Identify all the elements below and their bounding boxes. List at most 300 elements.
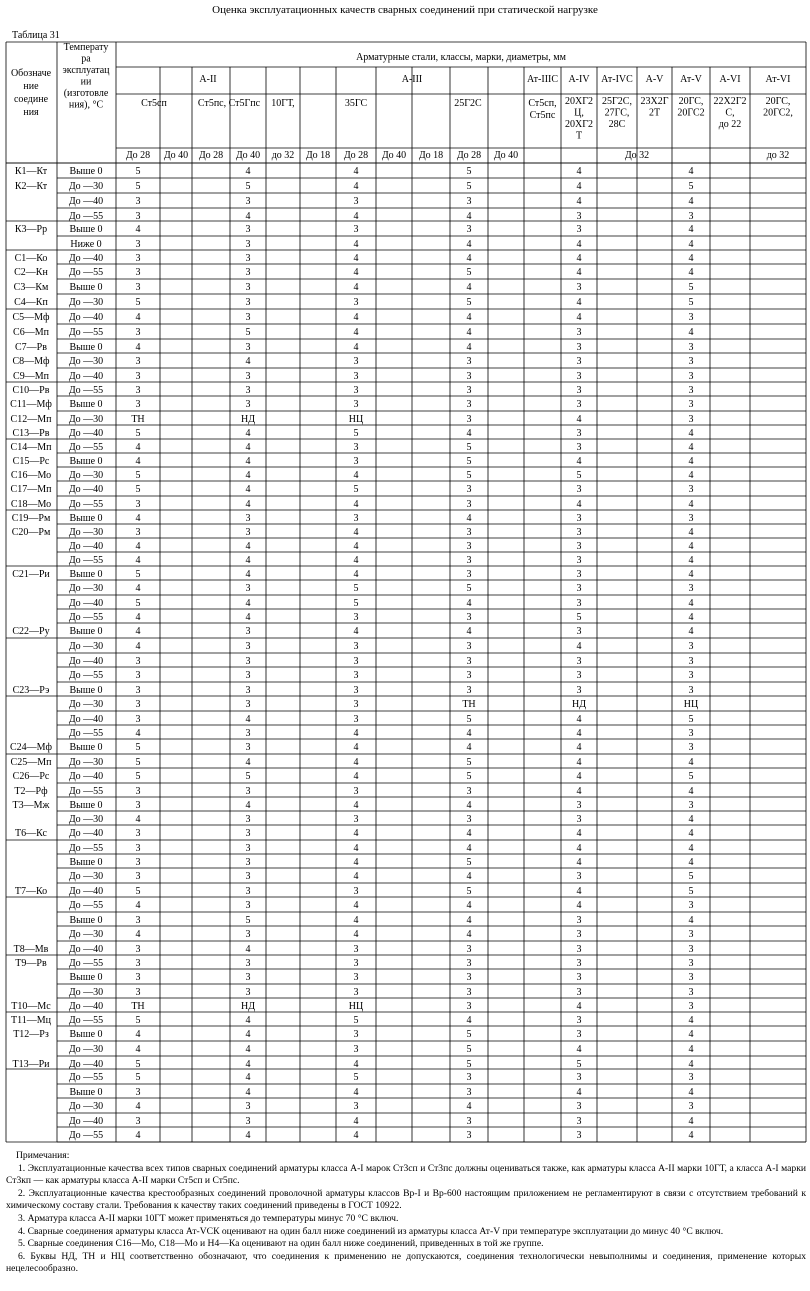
header-class: А-III	[401, 74, 423, 85]
table-cell: 4	[466, 327, 472, 338]
note-3: 3. Арматура класса А-II марки 10ГТ может применяться до температуры минус 70 °С включ.	[18, 1212, 399, 1224]
table-cell: 4	[135, 612, 141, 623]
table-cell: 3	[576, 541, 582, 552]
table-cell: 4	[466, 282, 472, 293]
table-cell: 4	[353, 527, 359, 538]
table-cell: 3	[135, 987, 141, 998]
table-cell: 3	[576, 1130, 582, 1141]
table-cell: 5	[466, 267, 472, 278]
table-cell: 3	[576, 569, 582, 580]
table-cell: 3	[245, 196, 251, 207]
table-cell: 4	[576, 499, 582, 510]
table-cell: 5	[688, 714, 694, 725]
temperature-label: До —55	[68, 1015, 104, 1026]
table-cell: 4	[466, 871, 472, 882]
table-cell: 3	[688, 900, 694, 911]
table-cell: НЦ	[683, 699, 699, 710]
table-cell: 5	[135, 569, 141, 580]
table-cell: 5	[466, 470, 472, 481]
table-cell: 4	[688, 1015, 694, 1026]
table-cell: 5	[688, 771, 694, 782]
table-cell: 3	[135, 282, 141, 293]
table-cell: 4	[466, 800, 472, 811]
temperature-label: Выше 0	[69, 1029, 103, 1040]
table-cell: 3	[466, 958, 472, 969]
temperature-label: До —55	[68, 612, 104, 623]
temperature-label: Выше 0	[69, 626, 103, 637]
table-cell: 3	[466, 569, 472, 580]
temperature-label: До —40	[68, 886, 104, 897]
table-cell: 3	[245, 656, 251, 667]
table-cell: 4	[688, 786, 694, 797]
table-cell: 4	[466, 428, 472, 439]
designation-label: С16—Мо	[10, 470, 52, 481]
table-cell: ТН	[462, 699, 476, 710]
table-cell: 5	[135, 1072, 141, 1083]
table-cell: 4	[135, 1130, 141, 1141]
table-cell: 4	[688, 612, 694, 623]
designation-label: С25—Мп	[10, 757, 52, 768]
table-cell: 5	[466, 757, 472, 768]
table-cell: 3	[466, 670, 472, 681]
table-cell: 4	[576, 267, 582, 278]
header-class: А-II	[199, 74, 217, 85]
temperature-label: До —30	[68, 699, 104, 710]
table-cell: 5	[466, 456, 472, 467]
temperature-label: Выше 0	[69, 166, 103, 177]
table-cell: 4	[688, 757, 694, 768]
table-cell: 3	[576, 555, 582, 566]
table-cell: 3	[576, 1101, 582, 1112]
table-cell: 3	[135, 843, 141, 854]
temperature-label: До —40	[68, 656, 104, 667]
table-cell: 4	[688, 569, 694, 580]
table-cell: 3	[245, 958, 251, 969]
temperature-label: До —40	[68, 196, 104, 207]
temperature-label: До —30	[68, 297, 104, 308]
table-cell: 3	[688, 972, 694, 983]
table-cell: 4	[135, 641, 141, 652]
table-cell: 4	[245, 612, 251, 623]
temperature-label: До —40	[68, 714, 104, 725]
header-diameter: До 28	[456, 150, 482, 161]
table-cell: 4	[576, 742, 582, 753]
designation-label: Т11—Мц	[11, 1015, 51, 1026]
note-2: 2. Эксплуатационные качества крестообразных соединений проволочной арматуры классов Вр-I и Вр-600 настоящим приложением не регламентируют в связи с отсутствием требований к химическому составу стали. Требования к качеству таких соединений приведены в ГОСТ 10922.	[6, 1187, 806, 1212]
header-designation: Обозначе	[10, 68, 52, 79]
designation-label: С13—Рв	[12, 428, 50, 439]
header-designation: ние	[23, 81, 39, 92]
header-grade: 10ГТ,	[271, 98, 295, 109]
designation-label: Т13—Ри	[12, 1059, 50, 1070]
table-cell: 3	[135, 211, 141, 222]
table-cell: 4	[353, 327, 359, 338]
temperature-label: Выше 0	[69, 915, 103, 926]
table-cell: 4	[353, 282, 359, 293]
table-cell: 3	[353, 714, 359, 725]
temperature-label: До —40	[68, 828, 104, 839]
table-cell: 3	[688, 800, 694, 811]
table-cell: 4	[353, 757, 359, 768]
table-cell: 4	[353, 728, 359, 739]
table-cell: 4	[353, 166, 359, 177]
designation-label: С1—Ко	[14, 253, 48, 264]
table-cell: 4	[245, 757, 251, 768]
table-cell: 4	[466, 843, 472, 854]
temperature-label: До —55	[68, 267, 104, 278]
table-cell: 5	[576, 1059, 582, 1070]
table-cell: 3	[135, 944, 141, 955]
table-cell: 4	[245, 1029, 251, 1040]
table-cell: 3	[353, 814, 359, 825]
table-cell: 4	[688, 1130, 694, 1141]
designation-label: С17—Мп	[10, 484, 52, 495]
table-cell: 3	[466, 1130, 472, 1141]
table-cell: 3	[576, 1072, 582, 1083]
table-cell: 4	[688, 456, 694, 467]
designation-label: С11—Мф	[10, 399, 52, 410]
temperature-label: До —30	[68, 987, 104, 998]
temperature-label: До —55	[68, 211, 104, 222]
table-cell: 3	[353, 513, 359, 524]
table-cell: 4	[466, 900, 472, 911]
temperature-label: До —55	[68, 1072, 104, 1083]
table-cell: 4	[576, 1044, 582, 1055]
header-class: Ат-IVС	[601, 74, 633, 85]
temperature-label: До —30	[68, 1101, 104, 1112]
table-cell: 4	[353, 541, 359, 552]
temperature-label: До —30	[68, 814, 104, 825]
table-cell: 3	[245, 1116, 251, 1127]
temperature-label: До —40	[68, 944, 104, 955]
table-cell: 4	[353, 900, 359, 911]
table-cell: 5	[466, 1029, 472, 1040]
table-cell: 4	[135, 555, 141, 566]
table-cell: 4	[353, 267, 359, 278]
table-cell: 4	[353, 771, 359, 782]
table-cell: 5	[466, 297, 472, 308]
table-cell: 3	[466, 196, 472, 207]
table-cell: 3	[353, 641, 359, 652]
designation-label: С3—Км	[13, 282, 49, 293]
header-grade: Ст5пс, Ст5Гпс	[197, 98, 261, 109]
table-cell: 3	[688, 371, 694, 382]
table-cell: 3	[245, 527, 251, 538]
header-grade: до 22	[718, 119, 742, 130]
table-cell: 4	[688, 196, 694, 207]
table-cell: 4	[688, 541, 694, 552]
table-cell: 5	[466, 181, 472, 192]
table-cell: 4	[353, 929, 359, 940]
table-cell: 3	[245, 1101, 251, 1112]
table-cell: 4	[576, 181, 582, 192]
table-cell: 4	[688, 166, 694, 177]
table-cell: 3	[245, 670, 251, 681]
temperature-label: До —30	[68, 929, 104, 940]
table-cell: 3	[135, 239, 141, 250]
header-grade: Ст5пс	[529, 110, 556, 121]
table-cell: 3	[353, 944, 359, 955]
table-cell: ТН	[131, 1001, 145, 1012]
temperature-label: До —30	[68, 527, 104, 538]
table-cell: 4	[688, 814, 694, 825]
table-cell: 3	[245, 583, 251, 594]
header-grade: 23Х2Г	[640, 96, 669, 107]
temperature-label: Выше 0	[69, 342, 103, 353]
table-cell: 3	[245, 786, 251, 797]
table-cell: 4	[576, 1087, 582, 1098]
table-cell: 4	[688, 428, 694, 439]
temperature-label: Выше 0	[69, 282, 103, 293]
table-cell: 3	[466, 1087, 472, 1098]
table-cell: 5	[466, 886, 472, 897]
table-cell: 4	[353, 1059, 359, 1070]
table-cell: 5	[576, 470, 582, 481]
header-grade: 25Г2С	[454, 98, 482, 109]
temperature-label: Выше 0	[69, 224, 103, 235]
table-cell: 5	[353, 484, 359, 495]
table-cell: 4	[245, 1059, 251, 1070]
header-grade: Т	[575, 130, 583, 142]
header-grade: Ц,	[574, 107, 584, 119]
table-cell: 3	[576, 871, 582, 882]
header-grade: С,	[725, 107, 735, 119]
header-grade: 25Г2С,	[602, 96, 632, 107]
table-cell: 4	[688, 1044, 694, 1055]
table-cell: 3	[576, 929, 582, 940]
table-cell: 5	[245, 771, 251, 782]
table-cell: 4	[135, 342, 141, 353]
table-cell: 3	[135, 915, 141, 926]
table-cell: 4	[353, 342, 359, 353]
designation-label: Т7—Ко	[14, 886, 48, 897]
table-cell: 5	[135, 1015, 141, 1026]
table-cell: 4	[576, 900, 582, 911]
table-cell: 4	[576, 728, 582, 739]
table-cell: 5	[466, 166, 472, 177]
temperature-label: До —30	[68, 641, 104, 652]
table-cell: 3	[576, 972, 582, 983]
table-cell: 4	[688, 442, 694, 453]
table-cell: 3	[466, 656, 472, 667]
table-cell: 4	[245, 1087, 251, 1098]
temperature-label: Выше 0	[69, 399, 103, 410]
table-cell: 3	[135, 800, 141, 811]
table-cell: 5	[135, 484, 141, 495]
table-cell: 3	[466, 786, 472, 797]
temperature-label: До —30	[68, 1044, 104, 1055]
designation-label: С15—Рс	[12, 456, 50, 467]
table-cell: 4	[353, 1087, 359, 1098]
table-cell: 4	[576, 843, 582, 854]
header-grade: 20ГС2	[677, 107, 705, 119]
designation-label: К1—Кт	[14, 166, 48, 177]
table-cell: 4	[576, 297, 582, 308]
table-cell: 3	[245, 513, 251, 524]
table-cell: 3	[135, 786, 141, 797]
table-cell: 3	[135, 499, 141, 510]
temperature-label: До —40	[68, 598, 104, 609]
designation-label: С9—Мп	[13, 371, 49, 382]
temperature-label: До —30	[68, 871, 104, 882]
table-cell: 4	[466, 1101, 472, 1112]
table-cell: 4	[466, 239, 472, 250]
table-cell: 3	[135, 1116, 141, 1127]
table-cell: 3	[576, 399, 582, 410]
header-diameter: До 40	[235, 150, 261, 161]
table-cell: 3	[245, 626, 251, 637]
table-cell: 3	[353, 699, 359, 710]
table-cell: 3	[576, 915, 582, 926]
table-cell: 5	[135, 742, 141, 753]
header-class: Ат-VI	[765, 74, 791, 85]
notes	[6, 1150, 806, 1276]
table-cell: 4	[353, 871, 359, 882]
table-cell: 5	[688, 181, 694, 192]
table-cell: 3	[576, 385, 582, 396]
table-cell: 3	[353, 972, 359, 983]
designation-label: С26—Рс	[12, 771, 50, 782]
table-cell: 4	[576, 886, 582, 897]
designation-label: Т3—Мж	[12, 800, 50, 811]
table-cell: 3	[353, 886, 359, 897]
table-cell: 3	[466, 541, 472, 552]
table-cell: 3	[466, 414, 472, 425]
designation-label: С22—Ру	[12, 626, 50, 637]
table-cell: 4	[688, 1029, 694, 1040]
table-cell: 5	[466, 442, 472, 453]
table-cell: 3	[688, 742, 694, 753]
table-cell: 3	[245, 814, 251, 825]
temperature-label: До —55	[68, 786, 104, 797]
temperature-label: До —55	[68, 958, 104, 969]
table-cell: 4	[576, 1001, 582, 1012]
table-cell: 3	[576, 282, 582, 293]
table-cell: 3	[688, 1001, 694, 1012]
table-cell: 4	[576, 641, 582, 652]
table-cell: 3	[245, 857, 251, 868]
table-cell: 4	[135, 626, 141, 637]
designation-label: С14—Мп	[10, 442, 52, 453]
table-cell: 4	[576, 857, 582, 868]
table-cell: 3	[688, 656, 694, 667]
table-cell: 3	[688, 944, 694, 955]
header-grade: 27ГС,	[604, 107, 630, 119]
table-cell: 3	[135, 196, 141, 207]
table-cell: 3	[576, 327, 582, 338]
table-cell: 4	[135, 513, 141, 524]
designation-label: С21—Ри	[12, 569, 50, 580]
table-cell: 4	[245, 1015, 251, 1026]
table-cell: 3	[135, 871, 141, 882]
table-cell: 3	[466, 944, 472, 955]
table-cell: 4	[353, 569, 359, 580]
designation-label: Т8—Мв	[13, 944, 49, 955]
temperature-label: До —30	[68, 181, 104, 192]
table-cell: 3	[688, 484, 694, 495]
table-cell: 3	[466, 987, 472, 998]
table-cell: 3	[135, 685, 141, 696]
table-cell: 5	[135, 757, 141, 768]
designation-label: С5—Мф	[12, 312, 50, 323]
table-cell: 5	[688, 886, 694, 897]
table-cell: 5	[466, 714, 472, 725]
table-cell: 4	[245, 166, 251, 177]
table-cell: 3	[135, 356, 141, 367]
table-cell: 4	[466, 915, 472, 926]
header-grade: 22Х2Г2	[713, 96, 747, 107]
table-cell: 5	[466, 857, 472, 868]
notes-heading: Примечания:	[16, 1150, 70, 1161]
designation-label: С10—Рв	[12, 385, 50, 396]
table-cell: 4	[466, 828, 472, 839]
table-cell: 3	[576, 814, 582, 825]
table-cell: 4	[353, 1116, 359, 1127]
table-cell: 3	[688, 958, 694, 969]
header-class: А-VI	[719, 74, 741, 85]
temperature-label: Выше 0	[69, 800, 103, 811]
header-grade: 20ГС,	[678, 96, 704, 107]
table-cell: 4	[353, 828, 359, 839]
table-cell: 3	[576, 958, 582, 969]
table-cell: 3	[245, 828, 251, 839]
table-cell: 3	[466, 499, 472, 510]
table-cell: 5	[466, 1044, 472, 1055]
table-cell: 4	[353, 499, 359, 510]
table-cell: 3	[576, 1029, 582, 1040]
table-cell: 3	[353, 356, 359, 367]
table-cell: 4	[576, 414, 582, 425]
table-cell: 4	[245, 569, 251, 580]
header-temperature: ния), °С	[68, 99, 104, 111]
temperature-label: До —55	[68, 555, 104, 566]
table-cell: 3	[353, 958, 359, 969]
table-cell: 3	[688, 414, 694, 425]
table-cell: 4	[466, 626, 472, 637]
table-cell: 4	[688, 527, 694, 538]
table-cell: 3	[353, 612, 359, 623]
table-cell: 4	[245, 428, 251, 439]
designation-label: С18—Мо	[10, 499, 52, 510]
table-cell: 3	[466, 1116, 472, 1127]
temperature-label: До —55	[68, 843, 104, 854]
table-cell: 5	[135, 181, 141, 192]
table-cell: 4	[135, 224, 141, 235]
table-cell: 3	[466, 371, 472, 382]
table-cell: 3	[688, 583, 694, 594]
table-cell: 3	[135, 828, 141, 839]
header-grade: 20ХГ2	[564, 119, 594, 130]
table-cell: 3	[466, 484, 472, 495]
table-cell: 3	[576, 944, 582, 955]
table-cell: 3	[576, 626, 582, 637]
table-cell: 3	[466, 972, 472, 983]
table-cell: 4	[688, 267, 694, 278]
table-cell: 3	[245, 224, 251, 235]
designation-label: С6—Мп	[13, 327, 49, 338]
table-cell: 3	[576, 224, 582, 235]
temperature-label: До —30	[68, 470, 104, 481]
table-cell: 4	[466, 342, 472, 353]
table-cell: 5	[353, 1015, 359, 1026]
temperature-label: Выше 0	[69, 1087, 103, 1098]
table-cell: 3	[245, 871, 251, 882]
table-cell: 4	[135, 583, 141, 594]
header-class: А-V	[645, 74, 664, 85]
table-cell: 5	[245, 181, 251, 192]
temperature-label: До —55	[68, 1130, 104, 1141]
note-6: 6. Буквы НД, ТН и НЦ соответственно обозначают, что соединения к применению не допускаются, соединения технологически невыполнимы и соединения, применение которых нецелесообразно.	[6, 1250, 806, 1275]
